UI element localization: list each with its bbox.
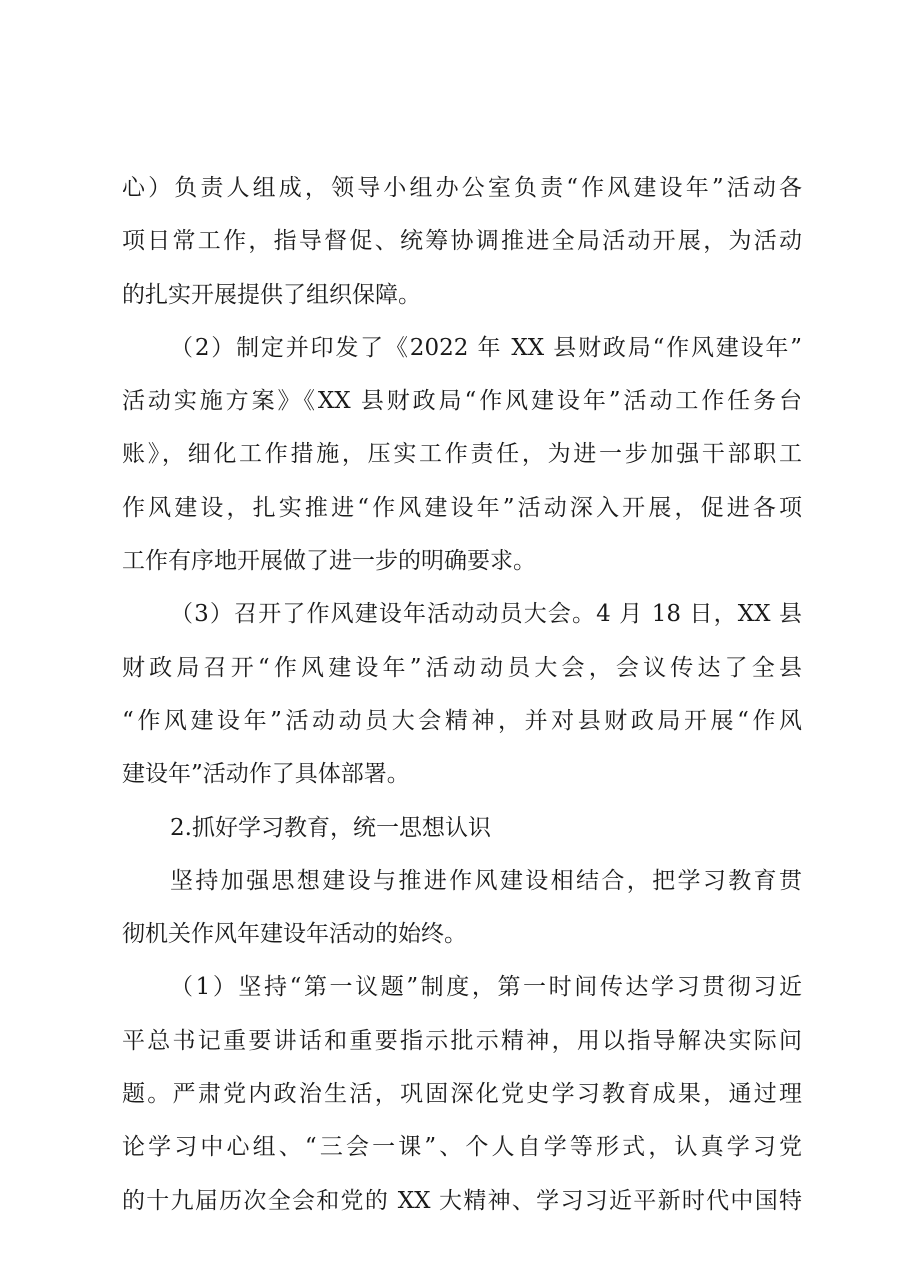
text-line: 论学习中心组、“三会一课”、个人自学等形式，认真学习党 — [122, 1134, 802, 1161]
text-line: （2）制定并印发了《2022 年 XX 县财政局“作风建设年” — [170, 334, 802, 361]
text-line: 工作有序地开展做了进一步的明确要求。 — [122, 548, 536, 575]
text-line: 活动实施方案》《XX 县财政局“作风建设年”活动工作任务台 — [122, 388, 802, 415]
text-line: 平总书记重要讲话和重要指示批示精神，用以指导解决实际问 — [122, 1027, 802, 1054]
text-line: 财政局召开“作风建设年”活动动员大会，会议传达了全县 — [122, 654, 802, 681]
section-heading: 2.抓好学习教育，统一思想认识 — [170, 814, 491, 841]
text-line: 的十九届历次全会和党的 XX 大精神、学习习近平新时代中国特 — [122, 1187, 802, 1214]
text-line: “作风建设年”活动动员大会精神，并对县财政局开展“作风 — [122, 707, 802, 734]
text-line: （1）坚持“第一议题”制度，第一时间传达学习贯彻习近 — [170, 974, 802, 1001]
text-line: （3）召开了作风建设年活动动员大会。4 月 18 日，XX 县 — [170, 601, 802, 628]
text-line: 题。严肃党内政治生活，巩固深化党史学习教育成果，通过理 — [122, 1081, 802, 1108]
text-line: 的扎实开展提供了组织保障。 — [122, 281, 421, 308]
body-text — [122, 162, 802, 1228]
text-line: 心）负责人组成，领导小组办公室负责“作风建设年”活动各 — [122, 175, 802, 201]
text-line: 作风建设，扎实推进“作风建设年”活动深入开展，促进各项 — [122, 494, 802, 521]
text-line: 彻机关作风年建设年活动的始终。 — [122, 921, 467, 948]
text-line: 项日常工作，指导督促、统筹协调推进全局活动开展，为活动 — [122, 228, 802, 255]
text-line: 坚持加强思想建设与推进作风建设相结合，把学习教育贯 — [170, 867, 802, 894]
text-line: 建设年”活动作了具体部署。 — [122, 761, 410, 788]
text-line: 账》，细化工作措施，压实工作责任，为进一步加强干部职工 — [122, 441, 802, 468]
